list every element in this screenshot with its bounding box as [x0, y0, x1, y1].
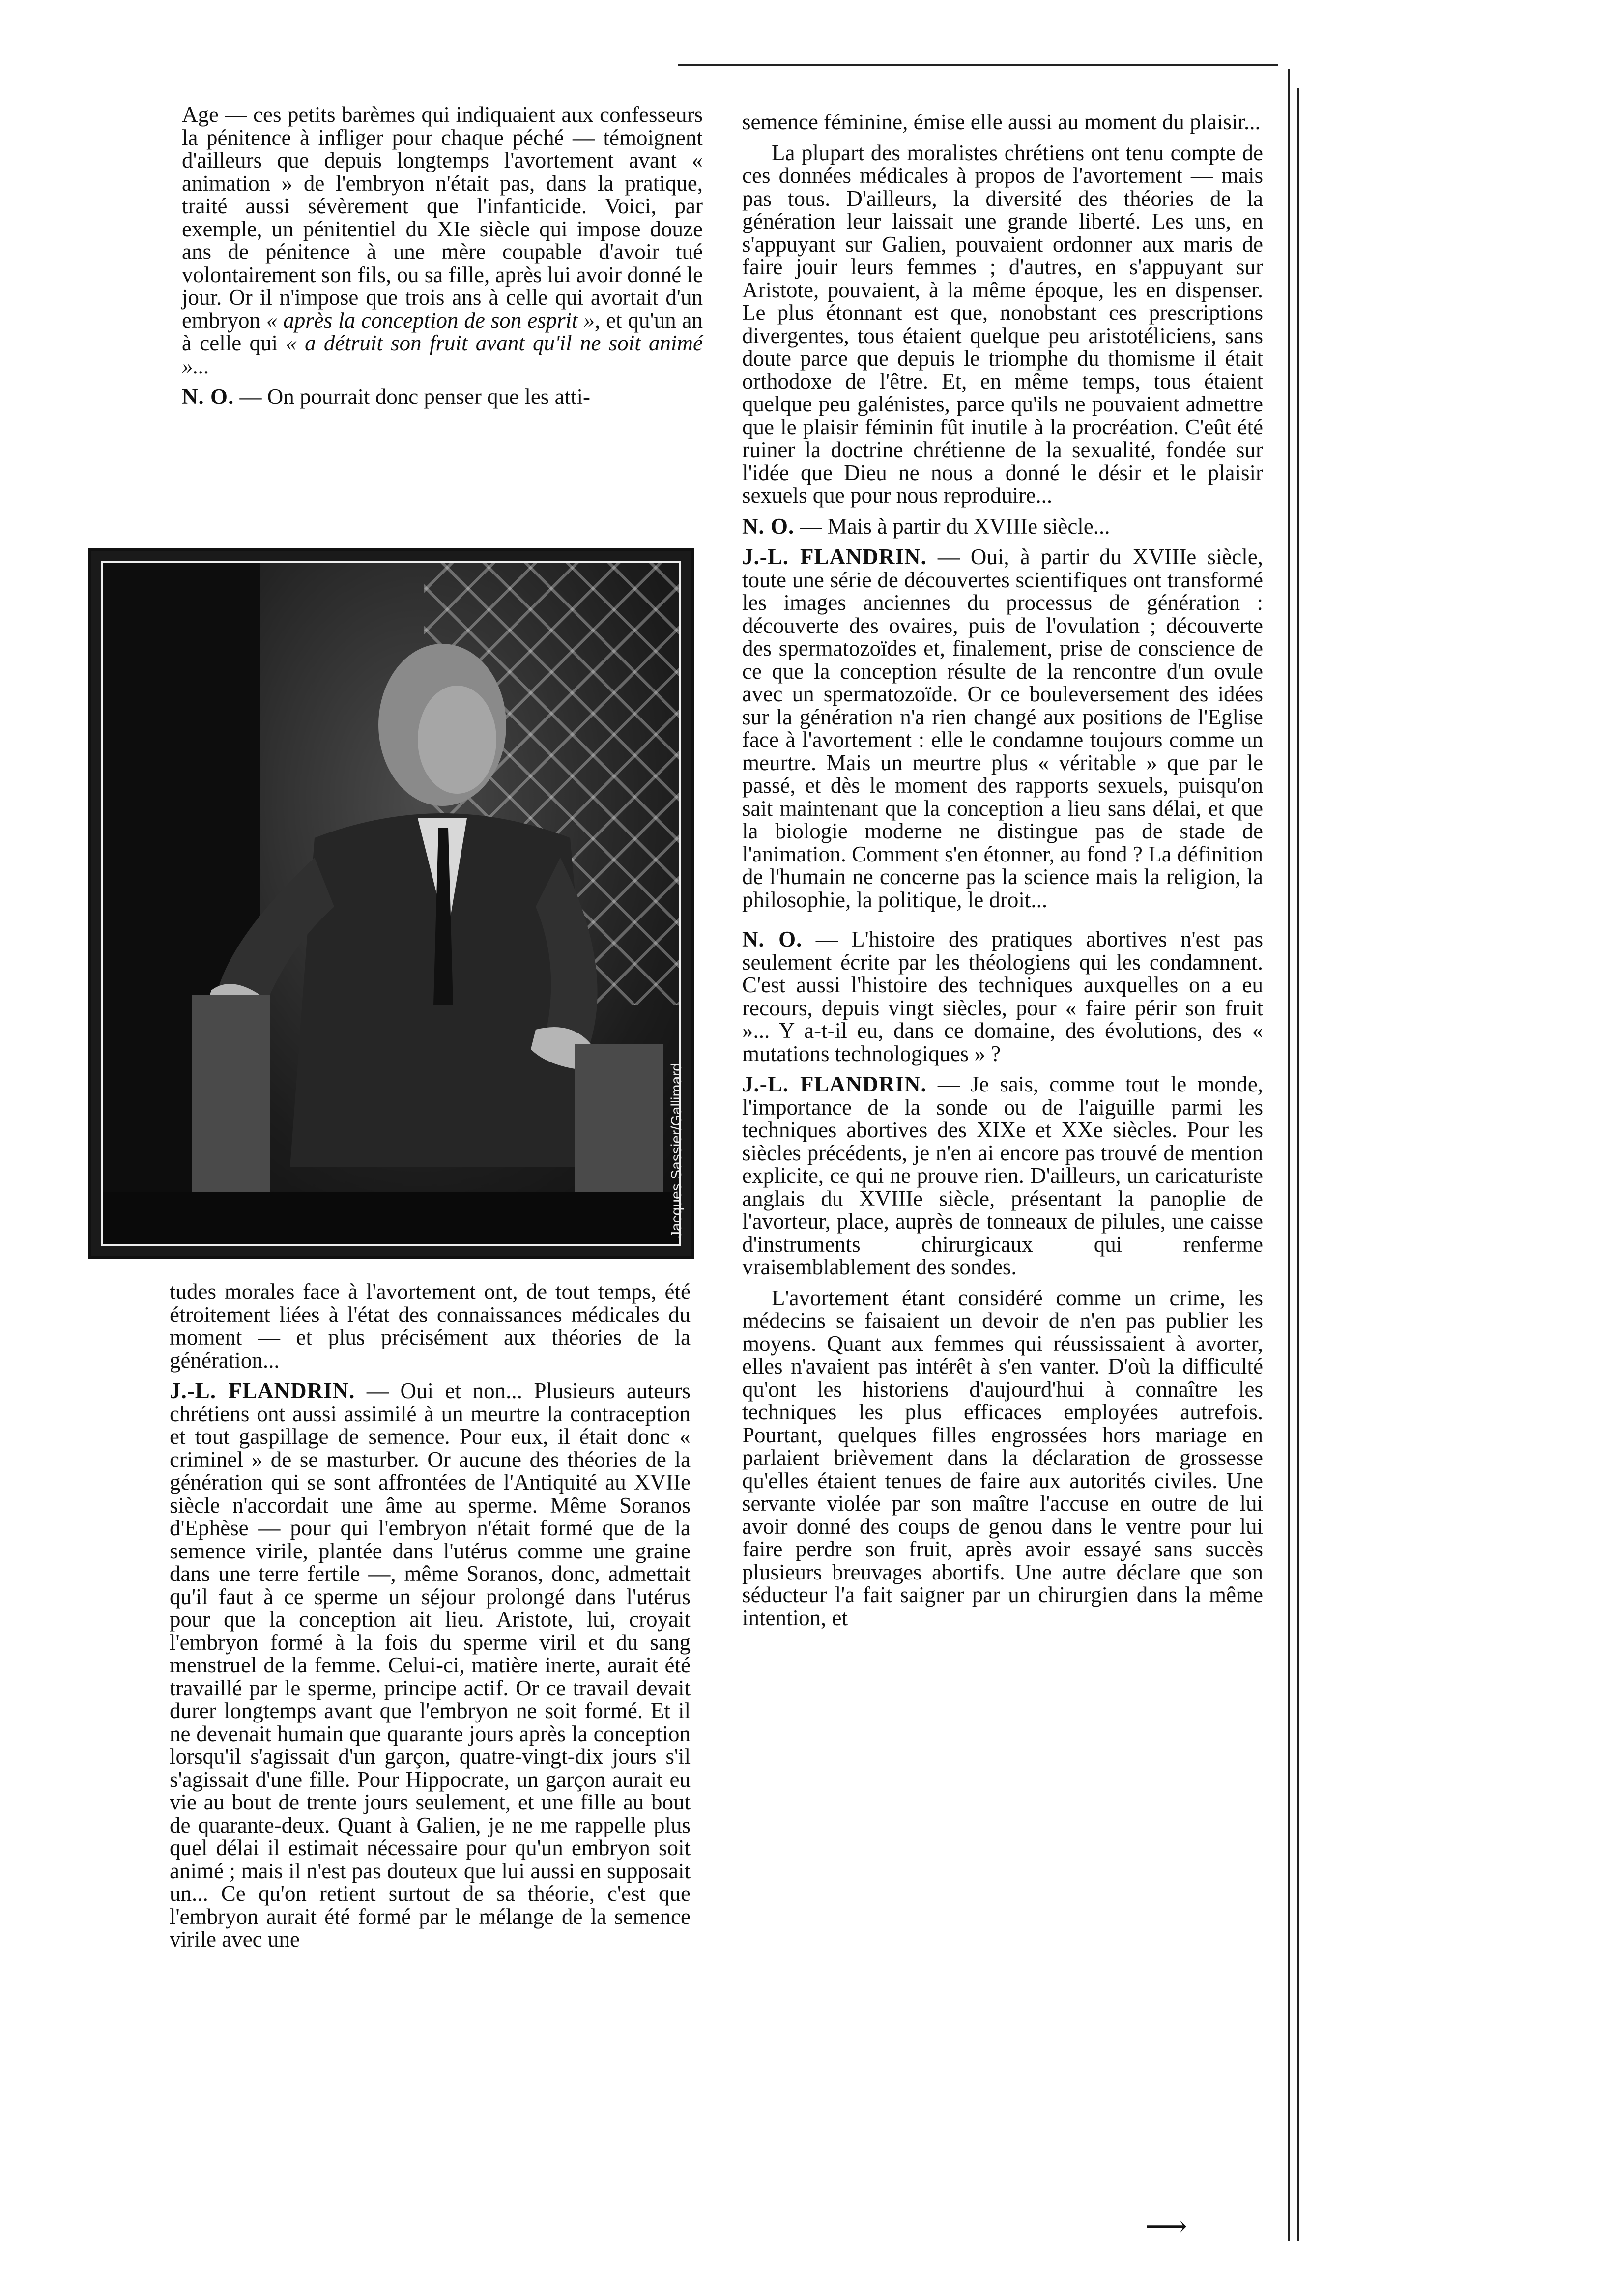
continuation-arrow-icon: ⟶ — [1145, 2210, 1188, 2242]
paragraph-moral-attitudes: tudes morales face à l'avortement ont, de tout temps, été étroitement liées à l'état des connaissances médicales du moment — et plus précisément aux théories de la génération... — [170, 1279, 691, 1373]
quote-fruit: « a détruit son fruit avant qu'il ne soit animé »... — [182, 331, 703, 378]
speaker-no: N. O. — [742, 514, 795, 539]
speaker-flandrin: J.-L. FLANDRIN. — [170, 1378, 355, 1403]
right-margin-rule-outer — [1297, 88, 1299, 2241]
paragraph-flandrin-2: J.-L. FLANDRIN. — Oui, à partir du XVIIIe siècle, toute une série de découvertes scientifiques ont transformé les images anciennes du processus de génération : découverte des ovaires, puis de l'ovulation ; découverte des spermatozoïdes et, finalement, prise de conscience de ce que la conception résulte de la rencontre d'un ovule avec un spermatozoïde. Or ce bouleversement des idées sur la génération n'a rien changé aux positions de l'Eglise face à l'avortement : elle le condamne toujours comme un meurtre. Mais un meurtre plus « véritable » que par le passé, et dès le moment des rapports sexuels, puisqu'on sait maintenant que la conception a lieu sans délai, et que la biologie moderne ne distingue pas de stade de l'animation. Comment s'en étonner, au fond ? La définition de l'humain ne concerne pas la science mais la religion, la philosophie, la politique, le droit... — [742, 545, 1263, 912]
portrait-photo — [88, 548, 694, 1259]
paragraph-flandrin-1: J.-L. FLANDRIN. — Oui et non... Plusieurs auteurs chrétiens ont aussi assimilé à un meurtre la contraception et tout gaspillage de semence. Pour eux, il était donc « criminel » de se masturber. Or aucune des théories de la génération qui se sont affrontées de l'Antiquité au XVIIe siècle n'accordait une âme au sperme. Même Soranos d'Ephèse — pour qui l'embryon n'était formé que de la semence virile, plantée dans l'utérus comme une graine dans une terre fertile —, même Soranos, donc, admettait qu'il faut à ce sperme un séjour prolongé dans l'utérus pour que la conception ait lieu. Aristote, lui, croyait l'embryon formé à la fois du sperme viril et du sang menstruel de la femme. Celui-ci, matière inerte, aurait été travaillé par le sperme, principe actif. Or ce travail devait durer longtemps avant que l'embryon ne soit formé. Et il ne devenait humain que quarante jours après la conception lorsqu'il s'agissait d'un garçon, quatre-vingt-dix jours s'il s'agissait d'une fille. Pour Hippocrate, un garçon aurait eu vie au bout de trente jours seulement, et une fille au bout de quarante-deux. Quant à Galien, je ne me rappelle plus quel délai il estimait nécessaire pour qu'un embryon soit animé ; mais il n'est pas douteux que lui aussi en supposait un... Ce qu'on retient surtout de sa théorie, c'est que l'embryon aurait été formé par le mélange de la semence virile avec une — [170, 1378, 691, 1952]
speaker-no: N. O. — [742, 927, 803, 951]
seated-man-figure — [103, 563, 679, 1244]
man-face-shade — [418, 686, 496, 794]
chair-left — [192, 995, 270, 1192]
paragraph-flandrin-3: J.-L. FLANDRIN. — Je sais, comme tout le monde, l'importance de la sonde ou de l'aiguille parmi les techniques abortives des XIXe et XXe siècles. Pour les siècles précédents, je n'en ai encore pas trouvé de mention explicite, ce qui ne prouve rien. D'ailleurs, un caricaturiste anglais du XVIIIe siècle, présentant la panoplie de l'avorteur, place, auprès de tonneaux de pilules, une caisse d'instruments chirurgicaux qui renferme vraisemblablement des sondes. — [742, 1072, 1263, 1279]
right-column — [742, 111, 1263, 1629]
top-rule — [678, 64, 1278, 66]
right-margin-rule — [1288, 69, 1290, 2241]
paragraph-avortement-crime: L'avortement étant considéré comme un crime, les médecins se faisaient un devoir de n'en pas publier les moyens. Quant aux femmes qui réussissaient à avorter, elles n'avaient pas intérêt à s'en vanter. D'où la difficulté qu'ont les historiens d'aujourd'hui à connaître les techniques les plus efficaces employées autrefois. Pourtant, quelques filles engrossées hors mariage en parlaient brièvement dans la déclaration de grossesse qu'elles étaient tenues de faire aux autorités civiles. Une servante violée par son maître l'accuse en outre de lui avoir donné des coups de genou dans le ventre pour lui faire perdre son fruit, après avoir essayé sans succès plusieurs breuvages abortifs. Une autre déclare que son séducteur l'a fait saigner par un chirurgien dans la même intention, et — [742, 1285, 1263, 1630]
floor-shadow — [103, 1192, 679, 1244]
quote-conception: « après la conception de son esprit », — [266, 308, 601, 333]
photo-credit: Jacques Sassier/Gallimard — [668, 1063, 685, 1238]
speaker-no: N. O. — [182, 384, 234, 409]
paragraph-semence: semence féminine, émise elle aussi au moment du plaisir... — [742, 110, 1261, 134]
chair-right — [575, 1044, 663, 1211]
paragraph-no-question-1: N. O. — On pourrait donc penser que les atti- — [182, 384, 591, 409]
paragraph-penitentials: Age — ces petits barèmes qui indiquaient aux confesseurs la pénitence à infliger pour chaque péché — témoignent d'ailleurs que depuis longtemps l'avortement avant « animation » de l'embryon n'était pas, dans la pratique, traité aussi sévèrement que l'infanticide. Voici, par exemple, un pénitentiel du XIe siècle qui impose douze ans de pénitence à une mère coupable d'avoir tué volontairement son fils, ou sa fille, après lui avoir donné le jour. Or il n'impose que trois ans à celle qui avortait d'un embryon « après la conception de son esprit », et qu'un an à celle qui « a détruit son fruit avant qu'il ne soit animé »... — [182, 102, 703, 378]
speaker-flandrin: J.-L. FLANDRIN. — [742, 1072, 927, 1096]
left-column-top — [182, 103, 703, 408]
paragraph-no-question-2: N. O. — Mais à partir du XVIIIe siècle... — [742, 514, 1110, 539]
paragraph-moralistes: La plupart des moralistes chrétiens ont tenu compte de ces données médicales à propos de l'avortement — mais pas tous. D'ailleurs, la diversité des théories de la génération leur laissait une grande liberté. Les uns, en s'appuyant sur Galien, pouvaient ordonner aux maris de faire jouir leurs femmes ; d'autres, en s'appuyant sur Aristote, pouvaient, à la même époque, les en dispenser. Le plus étonnant est que, nonobstant ces prescriptions divergentes, tous étaient quelque peu aristotéliciens, sans doute parce que depuis le triomphe du thomisme il était orthodoxe de l'être. Et, en même temps, tous étaient quelque peu galénistes, parce qu'ils ne pouvaient admettre que le plaisir féminin fût inutile à la procréation. C'eût été ruiner la doctrine chrétienne de la sexualité, fondée sur l'idée que Dieu ne nous a donné le désir et le plaisir sexuels que pour nous reproduire... — [742, 140, 1263, 508]
photo-frame — [101, 561, 681, 1246]
speaker-flandrin: J.-L. FLANDRIN. — [742, 545, 927, 569]
paragraph-no-question-3: N. O. — L'histoire des pratiques abortives n'est pas seulement écrite par les théologiens qui les condamnent. C'est aussi l'histoire des techniques auxquelles on a eu recours, depuis vingt siècles, pour « faire périr son fruit »... Y a-t-il eu, dans ce domaine, des évolutions, des « mutations technologiques » ? — [742, 927, 1263, 1066]
left-column-bottom — [170, 1280, 691, 1951]
